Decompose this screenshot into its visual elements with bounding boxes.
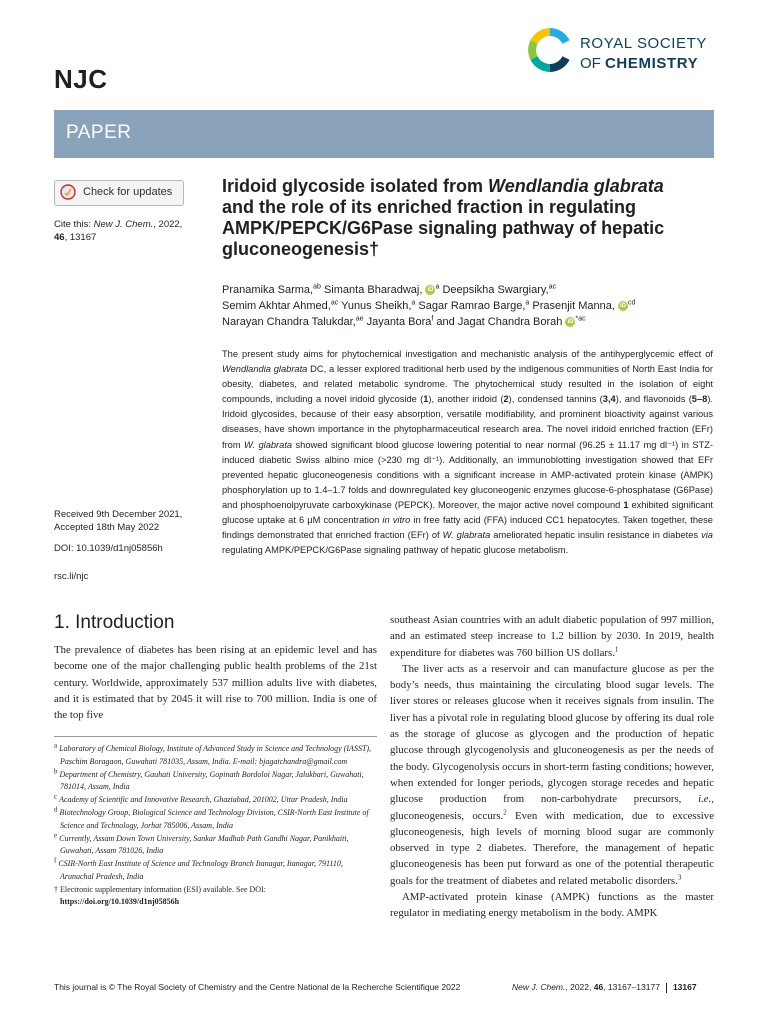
received-dates [54,508,204,534]
body-column-right [390,612,714,922]
orcid-icon[interactable]: iD [427,287,434,294]
citation: Cite this: New J. Chem., 2022, 46, 13167 [54,219,183,243]
affiliation-item: $^c$ Academy of Scientific and Innovative Research, Ghaziabad, 201002, Uttar Pradesh, India [54,792,348,804]
paragraph: AMP-activated protein kinase (AMPK) functions as the master regulator in mediating energy metabolism in the body. AMPK [390,891,714,920]
check-updates-icon [60,184,76,200]
orcid-icon[interactable]: iD [619,303,626,310]
article-title: Iridoid glycoside isolated from Wendlandia glabrata and the role of its enriched fraction in regulating AMPK/PEPCK/G6Pase signaling pathway of hepatic gluconeogenesis† [222,176,665,259]
copyright-footer: This journal is © The Royal Society of Chemistry and the Centre National de la Recherche Scientifique 2022 [54,982,461,992]
footnote-divider [54,736,377,737]
author-name: Simanta Bharadwaj, [323,284,423,296]
check-for-updates-button[interactable] [54,180,184,206]
author-list: Pranamika Sarma,$^{ab}$ Simanta Bharadwaj, iD $^a$ Deepsikha Swargiary,$^{ac}$ Semim Akhtar Ahmed,$^{ac}$ Yunus Sheikh,$^a$ Sagar Ramrao Barge,$^a$ Prasenjit Manna, iD $^{cd}$ Narayan Chandra Talukdar,$^{ae}$ Jayanta Bora$^f$ and Jagat Chandra Borah iD $^{*ac}$ [222,283,636,328]
affiliation-item: $^e$ Currently, Assam Down Town University, Sankar Madhab Path Gandhi Nagar, Panikhaiti, Guwahati, Assam 781026, India [54,830,349,855]
received-date: Received 9th December 2021, [54,509,183,520]
paragraph: The prevalence of diabetes has been rising at an epidemic level and has become one of the major challenging public health problems of the 21st century. Worldwide, approximately 537 million adults live with diabetes, and it is estimated that by 2045 it will rise to 700 million. India is one of the top five [54,644,377,722]
section-heading: 1. Introduction [54,612,175,633]
section-label: PAPER [66,122,132,143]
author-name: Pranamika Sarma, [222,284,314,296]
publisher-name-line2: OF CHEMISTRY [580,55,699,72]
publisher-logo [528,28,728,78]
journal-url-link[interactable]: rsc.li/njc [54,571,89,582]
section-banner [54,110,714,158]
affiliation-item: $^d$ Biotechnology Group, Biological Science and Technology Division, CSIR-North East Institute of Science and Technology, Jorhat 785006, Assam, India [54,805,369,830]
body-column-left [54,642,377,723]
author-name: Jayanta Bora [366,316,432,328]
author-name: and Jagat Chandra Borah [436,316,563,328]
paragraph: The liver acts as a reservoir and can manufacture glucose as per the body’s needs, thus maintaining the circulating blood sugar levels. The liver stores or releases glucose when it receives signals from insulin. The liver has a pivotal role in regulating blood glucose by offering its dual role as the storage of glucose as glycogen and the production of hepatic glucose through glycogenolysis and gluconeogenesis as per the needs of the body. Glycogenolysis occurs in short-term fasting conditions; however, when extended for longer periods, glycogen storage recedes and hepatic glucose production from non-carbohydrate precursors, i.e., gluconeogenesis, occurs.$^2$ Even with medication, due to excessive gluconeogenesis, high levels of morning blood sugar are commonly observed in type 2 diabetes. Therefore, the management of hepatic gluconeogenesis has been put forward as one of the potential therapeutic goals for the treatment of diabetes and related metabolic disorders.$^3$ [390,662,714,887]
author-name: Deepsikha Swargiary, [442,284,549,296]
doi-text: DOI: 10.1039/d1nj05856h [54,543,163,554]
author-name: Narayan Chandra Talukdar, [222,316,356,328]
publisher-name-line1: ROYAL SOCIETY [580,35,707,52]
esi-note: † Electronic supplementary information (ESI) available. See DOI: https://doi.org/10.1039/d1nj05856h [54,884,266,906]
accepted-date: Accepted 18th May 2022 [54,522,160,533]
rsc-emblem-icon [528,28,572,72]
page-number: 13167 [672,982,697,992]
affiliation-item: $^a$ Laboratory of Chemical Biology, Institute of Advanced Study in Science and Technology (IASST), Paschim Boragaon, Guwahati 781035, Assam, India. E-mail: bjagatchandra@gmail.com [54,741,372,766]
affiliations [54,743,377,909]
affiliation-item: $^f$ CSIR-North East Institute of Science and Technology Branch Itanagar, Itanagar, 791110, Arunachal Pradesh, India [54,856,343,881]
author-name: Yunus Sheikh, [341,300,412,312]
author-name: Semim Akhtar Ahmed, [222,300,331,312]
esi-doi-link[interactable]: https://doi.org/10.1039/d1nj05856h [60,897,180,906]
paragraph: southeast Asian countries with an adult diabetic population of 997 million, and an estimated steep increase to 1.2 billion by 2030. In 2019, health expenditure for diabetes was 760 billion US dollars.$^1$ [390,614,714,659]
citation-footer: New J. Chem., 2022, 46, 13167–13177 13167 [512,982,697,992]
check-updates-label: Check for updates [83,186,173,198]
abstract: The present study aims for phytochemical investigation and mechanistic analysis of the antihyperglycemic effect of Wendlandia glabrata DC, a lesser explored traditional herb used by the indigenous communities of North East India for obesity, diabetes, and related metabolic syndrome. The phytochemical study resulted in the isolation of eight compounds, including a novel iridoid glycoside (1), another iridoid (2), condensed tannins (3,4), and flavonoids (5–8). Iridoid glycosides, because of their easy absorption, versatile modifiability, and prominent bioactivity against various diseases, have shown importance in the phytopharmaceutical research area. The novel iridoid enriched fraction (EFr) from W. glabrata showed significant blood glucose lowering potential to near normal (96.25 ± 11.17 mg dl⁻¹) in STZ-induced diabetic Swiss albino mice (>230 mg dl⁻¹). Additionally, an immunoblotting investigation showed that EFr prevented hepatic gluconeogenesis conditions with a significant increase in AMP-activated protein kinase (AMPK) phosphorylation up to 1.4–1.7 folds and downregulated key gluconeogenic enzymes glucose-6-phosphatase (G6Pase) and phosphoenolpyruvate carboxykinase (PEPCK). Moreover, the major active novel compound 1 exhibited significant glucose uptake at 6 μM concentration in vitro in free fatty acid (FFA) induced CC1 hepatocytes. Taken together, these findings demonstrated that enriched fraction (EFr) of W. glabrata ameliorated hepatic insulin resistance in diabetes via regulating AMPK/PEPCK/G6Pase signaling pathway of hepatic glucose metabolism. [222,349,713,556]
author-name: Prasenjit Manna, [532,300,615,312]
affiliation-item: $^b$ Department of Chemistry, Gauhati University, Gopinath Bordoloi Nagar, Jalukbari, Guwahati, 781014, Assam, India [54,766,364,791]
journal-logo: NJC [54,64,108,94]
orcid-icon[interactable]: iD [567,319,574,326]
author-name: Sagar Ramrao Barge, [418,300,526,312]
